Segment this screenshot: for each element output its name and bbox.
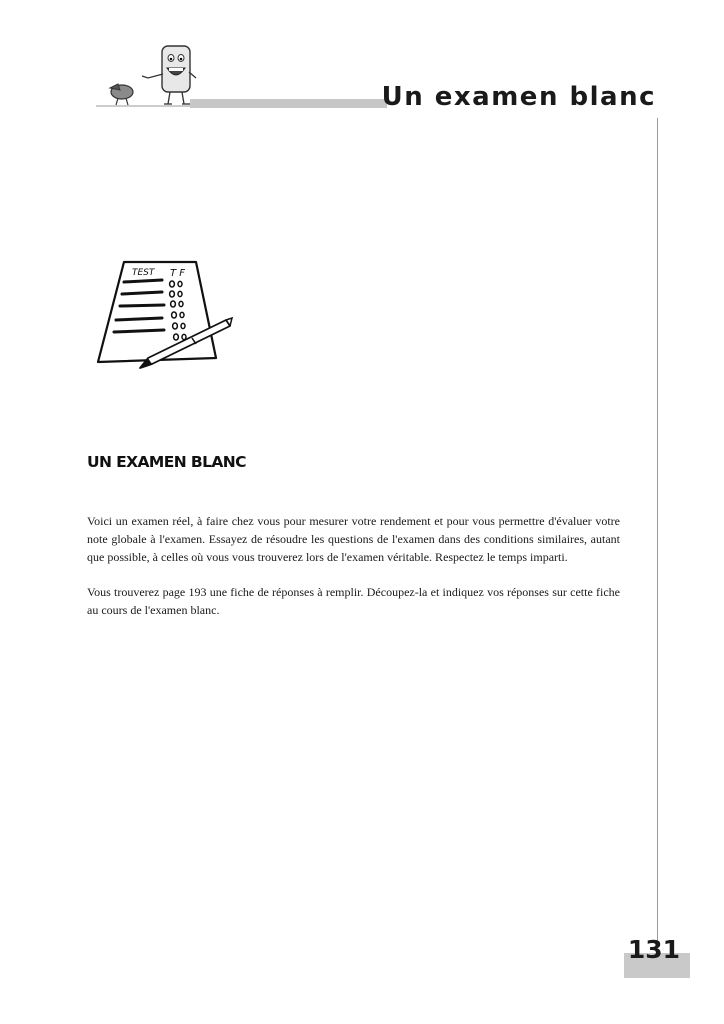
header-gray-bar <box>190 99 387 108</box>
body-text <box>87 512 620 636</box>
test-sheet-label: TEST <box>132 268 155 278</box>
page-number: 131 <box>627 935 680 964</box>
page-title: Un examen blanc <box>381 82 656 112</box>
answer-sheet-paragraph: Vous trouverez page 193 une fiche de réponses à remplir. Découpez-la et indiquez vos réponses sur cette fiche au cours de l'examen blanc. <box>87 585 620 617</box>
intro-paragraph: Voici un examen réel, à faire chez vous pour mesurer votre rendement et pour vous permettre d'évaluer votre note globale à l'examen. Essayez de résoudre les questions de l'examen dans des conditions similaires, autant que possible, à celles où vous vous trouverez lors de l'examen véritable. Respectez le temps imparti. <box>87 514 620 564</box>
section-heading: UN EXAMEN BLANC <box>87 453 246 471</box>
true-false-label: T F <box>170 268 186 279</box>
test-sheet-illustration <box>92 258 242 374</box>
page-vertical-rule <box>657 118 658 953</box>
